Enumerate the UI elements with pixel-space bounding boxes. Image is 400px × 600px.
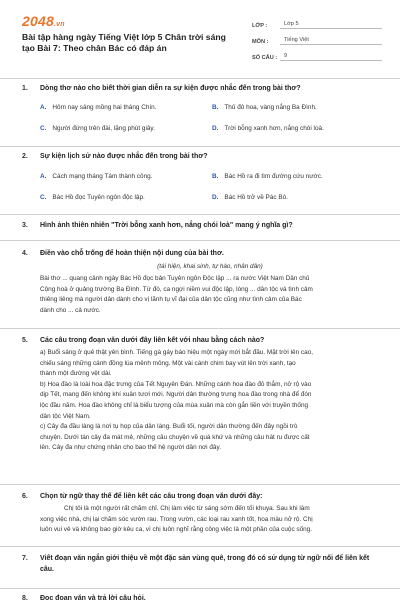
question-4 — [0, 240, 400, 325]
question-number: 8. — [22, 595, 28, 600]
question-text: Đọc đoạn văn và trả lời câu hỏi. — [40, 595, 146, 600]
word-hint: (tái hiện, khai sinh, tự hào, nhân dân) — [157, 263, 263, 270]
site-logo[interactable] — [22, 13, 65, 29]
option-text: Trời bỗng xanh hơn, nắng chói loà. — [224, 125, 324, 132]
option-key: C. — [40, 194, 47, 201]
passage-line: lên. Cây đa như chứng nhân cho bao thế hệ người dân nơi đây. — [40, 444, 221, 452]
meta-box — [252, 13, 382, 61]
option-c[interactable] — [40, 125, 155, 132]
passage-line: chiếu sáng những cánh đồng lúa mênh mông. Một vài cánh chim bay vút lên trời xanh, tạo — [40, 359, 296, 367]
passage-line: dành cho ... cả nước. — [40, 306, 101, 314]
option-d[interactable] — [212, 194, 288, 201]
option-text: Cách mạng tháng Tám thành công. — [52, 173, 153, 180]
option-d[interactable] — [212, 125, 324, 132]
question-6 — [0, 484, 400, 543]
option-a[interactable] — [40, 104, 157, 111]
option-key: C. — [40, 125, 47, 132]
question-7 — [0, 546, 400, 587]
option-key: A. — [40, 173, 47, 180]
passage-line: lộc đầu năm. Hoa đào không chỉ là biểu tượng của mùa xuân mà còn gắn liền với truyền thống — [40, 401, 309, 409]
question-text: Dòng thơ nào cho biết thời gian diễn ra sự kiện được nhắc đến trong bài thơ? — [40, 85, 301, 92]
option-text: Bác Hồ đọc Tuyên ngôn độc lập. — [52, 194, 145, 201]
meta-value: Lớp 5 — [280, 21, 382, 29]
option-b[interactable] — [212, 173, 323, 180]
question-text: Sự kiện lịch sử nào được nhắc đến trong bài thơ? — [40, 153, 208, 160]
passage — [40, 274, 380, 316]
passage-line: thành một đường vệt dài. — [40, 370, 112, 378]
logo-sub: .vn — [53, 21, 65, 28]
option-c[interactable] — [40, 194, 145, 201]
question-3 — [0, 214, 400, 237]
question-number: 6. — [22, 493, 28, 500]
question-text: Điền vào chỗ trống để hoàn thiện nội dung của bài thơ. — [40, 250, 224, 257]
meta-value: 9 — [280, 53, 382, 61]
option-text: Thủ đô hoa, vàng nắng Ba Đình. — [224, 104, 317, 111]
meta-label: SỐ CÂU : — [252, 55, 278, 61]
logo-main: 2048 — [22, 13, 54, 29]
option-b[interactable] — [212, 104, 317, 111]
passage-line: a) Buổi sáng ở quê thật yên bình. Tiếng gà gáy báo hiệu một ngày mới bắt đầu. Mặt trời lên cao, — [40, 349, 313, 356]
passage-line: Bài thơ ... quang cảnh ngày Bác Hồ đọc bản Tuyên ngôn Độc lập ... ra nước Việt Nam Dân chủ — [40, 275, 310, 282]
question-text: Chọn từ ngữ thay thế để liên kết các câu trong đoạn văn dưới đây: — [40, 493, 263, 500]
passage-line: luôn vui vẻ và không bao giờ kêu ca, vì chị luôn nghĩ rằng công việc là một phần của cuộc sống. — [40, 526, 313, 534]
passage-line: thiêng liêng mà người dân dành cho vị lãnh tụ vĩ đại của dân tộc cũng như tình cảm của Bác — [40, 296, 302, 304]
question-5 — [0, 328, 400, 479]
question-text: Viết đoạn văn ngắn giới thiệu về một đặc sản vùng quê, trong đó có sử dụng từ ngữ nối để liên kết câu. — [40, 555, 370, 573]
option-key: D. — [212, 194, 219, 201]
question-text: Hình ảnh thiên nhiên "Trời bỗng xanh hơn, nắng chói loà" mang ý nghĩa gì? — [40, 222, 293, 229]
passage — [40, 348, 380, 454]
meta-value: Tiếng Việt — [280, 37, 382, 45]
passage-line: b) Hoa đào là loài hoa đặc trưng của Tết Nguyên Đán. Những cánh hoa đào đỏ thắm, nở rộ vào — [40, 380, 312, 388]
meta-label: LỚP : — [252, 23, 268, 29]
option-a[interactable] — [40, 173, 152, 180]
option-key: A. — [40, 104, 47, 111]
passage-line: chuyện. Dưới tán cây đa mát mẻ, những câu chuyện về quá khứ và những câu hát ru được cất — [40, 433, 310, 441]
question-number: 5. — [22, 337, 28, 344]
option-text: Bác Hồ ra đi tìm đường cứu nước. — [224, 173, 323, 180]
question-number: 3. — [22, 222, 28, 229]
option-text: Bác Hồ trở về Pác Bó. — [224, 194, 288, 201]
passage-line: dân tộc Việt Nam. — [40, 412, 91, 420]
passage-line: xong việc nhà, chị lại chăm sóc vườn rau. Trong vườn, các loại rau xanh tốt, hoa màu nở rộ. Chị — [40, 515, 313, 523]
passage-line: Chị tôi là một người rất chăm chỉ. Chị làm việc từ sáng sớm đến tối khuya. Sau khi làm — [64, 505, 310, 512]
option-key: B. — [212, 104, 219, 111]
option-text: Hôm nay sáng mồng hai tháng Chín. — [52, 104, 157, 111]
passage-line: dịp Tết, mang đến không khí xuân tươi mới. Người dân thường trưng hoa đào trong nhà để đón — [40, 391, 312, 399]
question-text: Các câu trong đoạn văn dưới đây liên kết với nhau bằng cách nào? — [40, 337, 265, 344]
question-1 — [0, 78, 400, 143]
meta-row-class — [252, 13, 382, 29]
question-number: 1. — [22, 85, 28, 92]
question-8 — [0, 588, 400, 600]
meta-label: MÔN : — [252, 39, 269, 45]
passage-line: Cộng hoà ở quảng trường Ba Đình. Từ đó, ca ngợi niềm vui độc lập, lòng ... dân tộc và tình cảm — [40, 285, 313, 293]
meta-row-subject — [252, 29, 382, 45]
header — [0, 0, 400, 68]
option-key: B. — [212, 173, 219, 180]
passage-line: c) Cây đa đầu làng là nơi tụ họp của dân làng. Buổi tối, người dân thường đến đây ngồi trò — [40, 423, 298, 431]
question-number: 4. — [22, 250, 28, 257]
option-key: D. — [212, 125, 219, 132]
document-title: Bài tập hàng ngày Tiếng Việt lớp 5 Chân trời sáng tạo Bài 7: Theo chân Bác có đáp án — [22, 32, 226, 53]
question-number: 7. — [22, 555, 28, 562]
passage — [40, 504, 380, 536]
question-2 — [0, 146, 400, 213]
option-text: Người đứng trên đài, lặng phút giây. — [52, 125, 155, 132]
meta-row-count — [252, 45, 382, 61]
question-number: 2. — [22, 153, 28, 160]
